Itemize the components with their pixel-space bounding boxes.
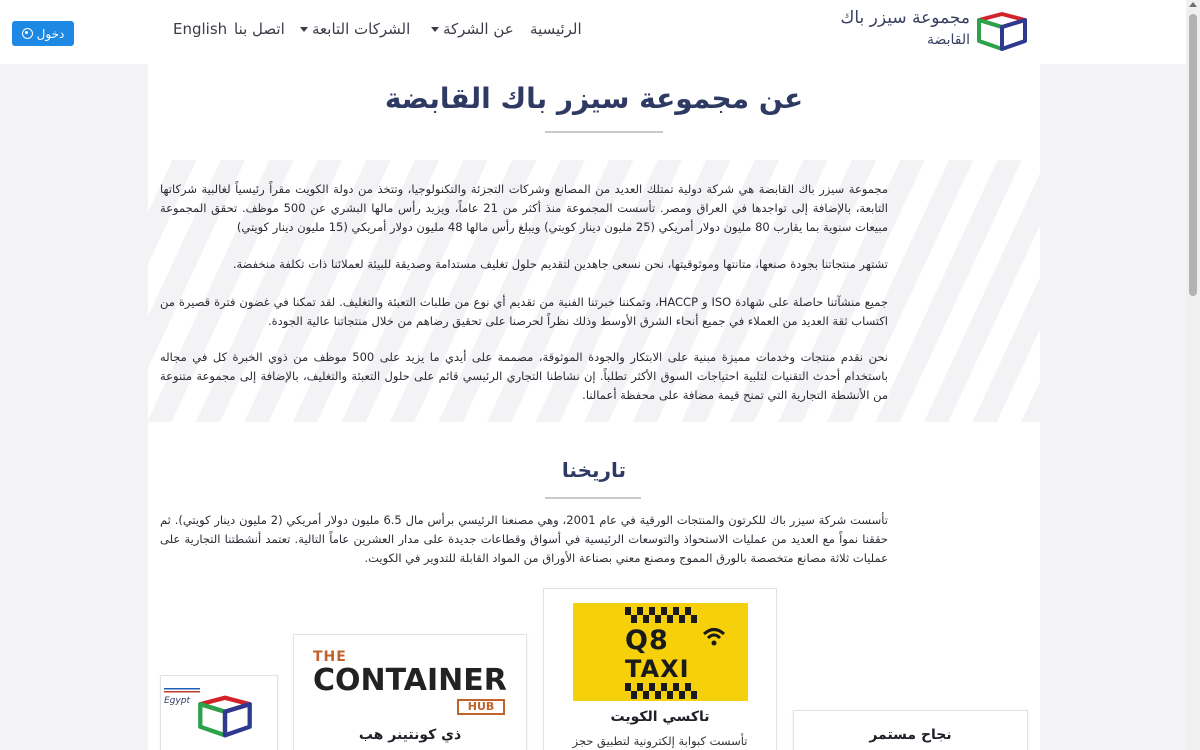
checker-pattern bbox=[625, 615, 697, 623]
nav-about[interactable] bbox=[431, 20, 514, 38]
card-description: تأسست كبوابة إلكترونية لتطبيق حجز bbox=[572, 734, 748, 748]
brand-subtitle: القابضة bbox=[926, 32, 970, 48]
card-title: ذي كونتينر هب bbox=[358, 727, 462, 743]
logo-taxi-text: TAXI bbox=[625, 655, 690, 683]
about-paragraph-4: نحن نقدم منتجات وخدمات مميزة مبنية على الابتكار والجودة الموثوقة، مصممة على أيدي ما يزيد على 500 موظف من ذوي الخبرة كل في مجاله باستخدام أحدث التقنيات لتلبية احتياجات السوق الأكثر تطلباً. إن نشاطنا التجاري الرئيسي قائم على حلول التعبئة والتغليف، بالإضافة إلى مجموعة متنوعة من الأنشطة التجارية التي تمنح قيمة مضافة على محفظة أعمالنا. bbox=[160, 350, 888, 402]
card-title: تاكسي الكويت bbox=[610, 709, 710, 725]
login-button[interactable] bbox=[12, 21, 74, 46]
nav-contact[interactable]: اتصل بنا bbox=[234, 20, 285, 38]
page-title: عن مجموعة سيزر باك القابضة bbox=[384, 82, 804, 115]
history-title: تاريخنا bbox=[561, 458, 627, 482]
logo-container-text: CONTAINER bbox=[313, 663, 507, 698]
title-divider bbox=[545, 131, 663, 133]
logo-q8-text: Q8 bbox=[625, 625, 669, 656]
chevron-down-icon bbox=[431, 27, 439, 32]
login-label: دخول bbox=[36, 26, 65, 41]
user-circle-icon bbox=[22, 28, 33, 39]
scrollbar-thumb[interactable] bbox=[1189, 14, 1197, 296]
wifi-icon bbox=[701, 625, 727, 647]
nav-subsidiaries-label: الشركات التابعة bbox=[312, 20, 411, 38]
card-egypt[interactable] bbox=[160, 675, 278, 750]
checker-pattern bbox=[625, 607, 697, 615]
card-kuwait-taxi[interactable] bbox=[543, 588, 777, 750]
nav-home[interactable]: الرئيسية bbox=[530, 20, 582, 38]
checker-pattern bbox=[625, 691, 697, 699]
chevron-down-icon bbox=[300, 27, 308, 32]
site-header bbox=[0, 0, 1200, 64]
about-paragraph-3: جميع منشآتنا حاصلة على شهادة ISO و HACCP، وتمكننا خبرتنا الفنية من تقديم أي نوع من طلبات التعبئة والتغليف. لقد تمكنا في غضون فترة قصيرة من اكتساب ثقة العديد من العملاء في جميع أنحاء الشرق الأوسط وذلك نظراً لحرصنا على تحقيق رضاهم من خلال منتجاتنا عالية الجودة. bbox=[160, 295, 889, 328]
q8-taxi-logo bbox=[573, 603, 748, 701]
brand-name[interactable]: مجموعة سيزر باك bbox=[840, 8, 970, 28]
logo-egypt-text: Egypt bbox=[164, 696, 190, 706]
egypt-stripes bbox=[164, 688, 200, 694]
card-title: نجاح مستمر bbox=[869, 727, 952, 743]
card-success[interactable] bbox=[793, 710, 1028, 750]
cesarpack-logo bbox=[196, 692, 254, 740]
about-paragraph-1: مجموعة سيزر باك القابضة هي شركة دولية تمتلك العديد من المصانع وشركات التجزئة والتكنولوجيا، وتتخذ من دولة الكويت مقراً رئيسياً لغالبية شركاتها التابعة، بالإضافة إلى تواجدها في العراق ومصر. تأسست المجموعة منذ أكثر من 21 عاماً، ويزيد رأس مالها البشري عن 500 موظف. تحقق المجموعة مبيعات سنوية بما يقارب 80 مليون دولار أمريكي (25 مليون دينار كويتي) ويبلغ رأس مالها 48 مليون دولار أمريكي (15 مليون دينار كويتي) bbox=[160, 182, 888, 234]
nav-subsidiaries[interactable] bbox=[300, 20, 410, 38]
page-scrollbar[interactable] bbox=[1186, 0, 1200, 750]
nav-about-label: عن الشركة bbox=[443, 20, 514, 38]
container-hub-logo bbox=[313, 649, 508, 719]
brand-logo[interactable] bbox=[975, 10, 1029, 52]
nav-english[interactable]: English bbox=[173, 20, 228, 38]
logo-hub-text: HUB bbox=[457, 699, 505, 715]
logo-the-text: THE bbox=[313, 649, 347, 665]
card-container-hub[interactable] bbox=[293, 634, 527, 750]
about-paragraph-2: تشتهر منتجاتنا بجودة صنعها، متانتها وموثوقيتها، نحن نسعى جاهدين لتقديم حلول تغليف مستدامة وصديقة للبيئة لعملائنا ذات تكلفة منخفضة. bbox=[232, 257, 888, 271]
history-divider bbox=[545, 497, 641, 499]
scroll-up-arrow-icon[interactable] bbox=[1189, 2, 1197, 7]
checker-pattern bbox=[625, 683, 697, 691]
history-paragraph: تأسست شركة سيزر باك للكرتون والمنتجات الورقية في عام 2001، وهي مصنعنا الرئيسي برأس مال 6.5 مليون دولار أمريكي (2 مليون دينار كويتي). ثم حققنا نمواً مع العديد من عمليات الاستحواذ والتوسعات الرئيسية في أسواق وقطاعات جديدة على مدار العشرين عاماً التالية. تعتمد أنشطتنا التجارية على عمليات ثلاثة مصانع متخصصة بالورق المموج ومصنع معني بصناعة الأوراق من المواد القابلة للتدوير في الكويت. bbox=[160, 513, 888, 565]
